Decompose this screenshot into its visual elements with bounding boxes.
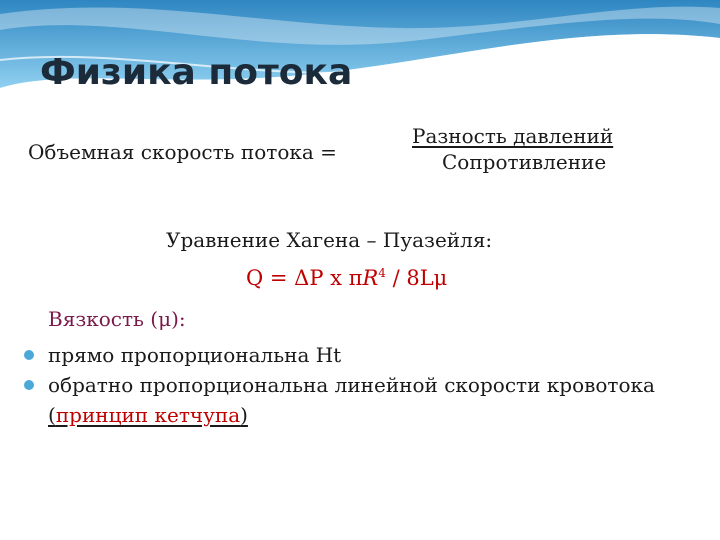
formula-radius: R xyxy=(362,266,379,290)
bullet-dot-icon xyxy=(24,380,34,390)
viscosity-label: Вязкость (μ): xyxy=(48,307,186,331)
list-item xyxy=(20,370,700,430)
bullet-dot-icon xyxy=(24,350,34,360)
close-paren: ) xyxy=(240,403,248,427)
slide-title: Физика потока xyxy=(40,52,353,93)
flow-formula-lhs: Объемная скорость потока = xyxy=(28,140,337,164)
formula-suffix: / 8Lμ xyxy=(385,266,448,290)
bullet-text: обратно пропорциональна линейной скорости кровотока xyxy=(48,373,655,397)
open-paren: ( xyxy=(48,403,56,427)
poiseuille-formula xyxy=(246,266,447,290)
fraction-numerator: Разность давлений xyxy=(412,124,614,148)
poiseuille-equation-title: Уравнение Хагена – Пуазейля: xyxy=(166,228,493,252)
viscosity-bullet-list xyxy=(20,340,700,430)
formula-power: 4 xyxy=(378,266,386,280)
fraction-denominator: Сопротивление xyxy=(442,150,607,174)
flow-formula-fraction xyxy=(408,124,650,174)
ketchup-principle-text: принцип кетчупа xyxy=(55,403,241,427)
bullet-text: прямо пропорциональна Ht xyxy=(48,343,342,367)
ketchup-principle xyxy=(48,403,248,427)
formula-prefix: Q = ΔP x π xyxy=(246,266,363,290)
list-item xyxy=(20,340,700,370)
